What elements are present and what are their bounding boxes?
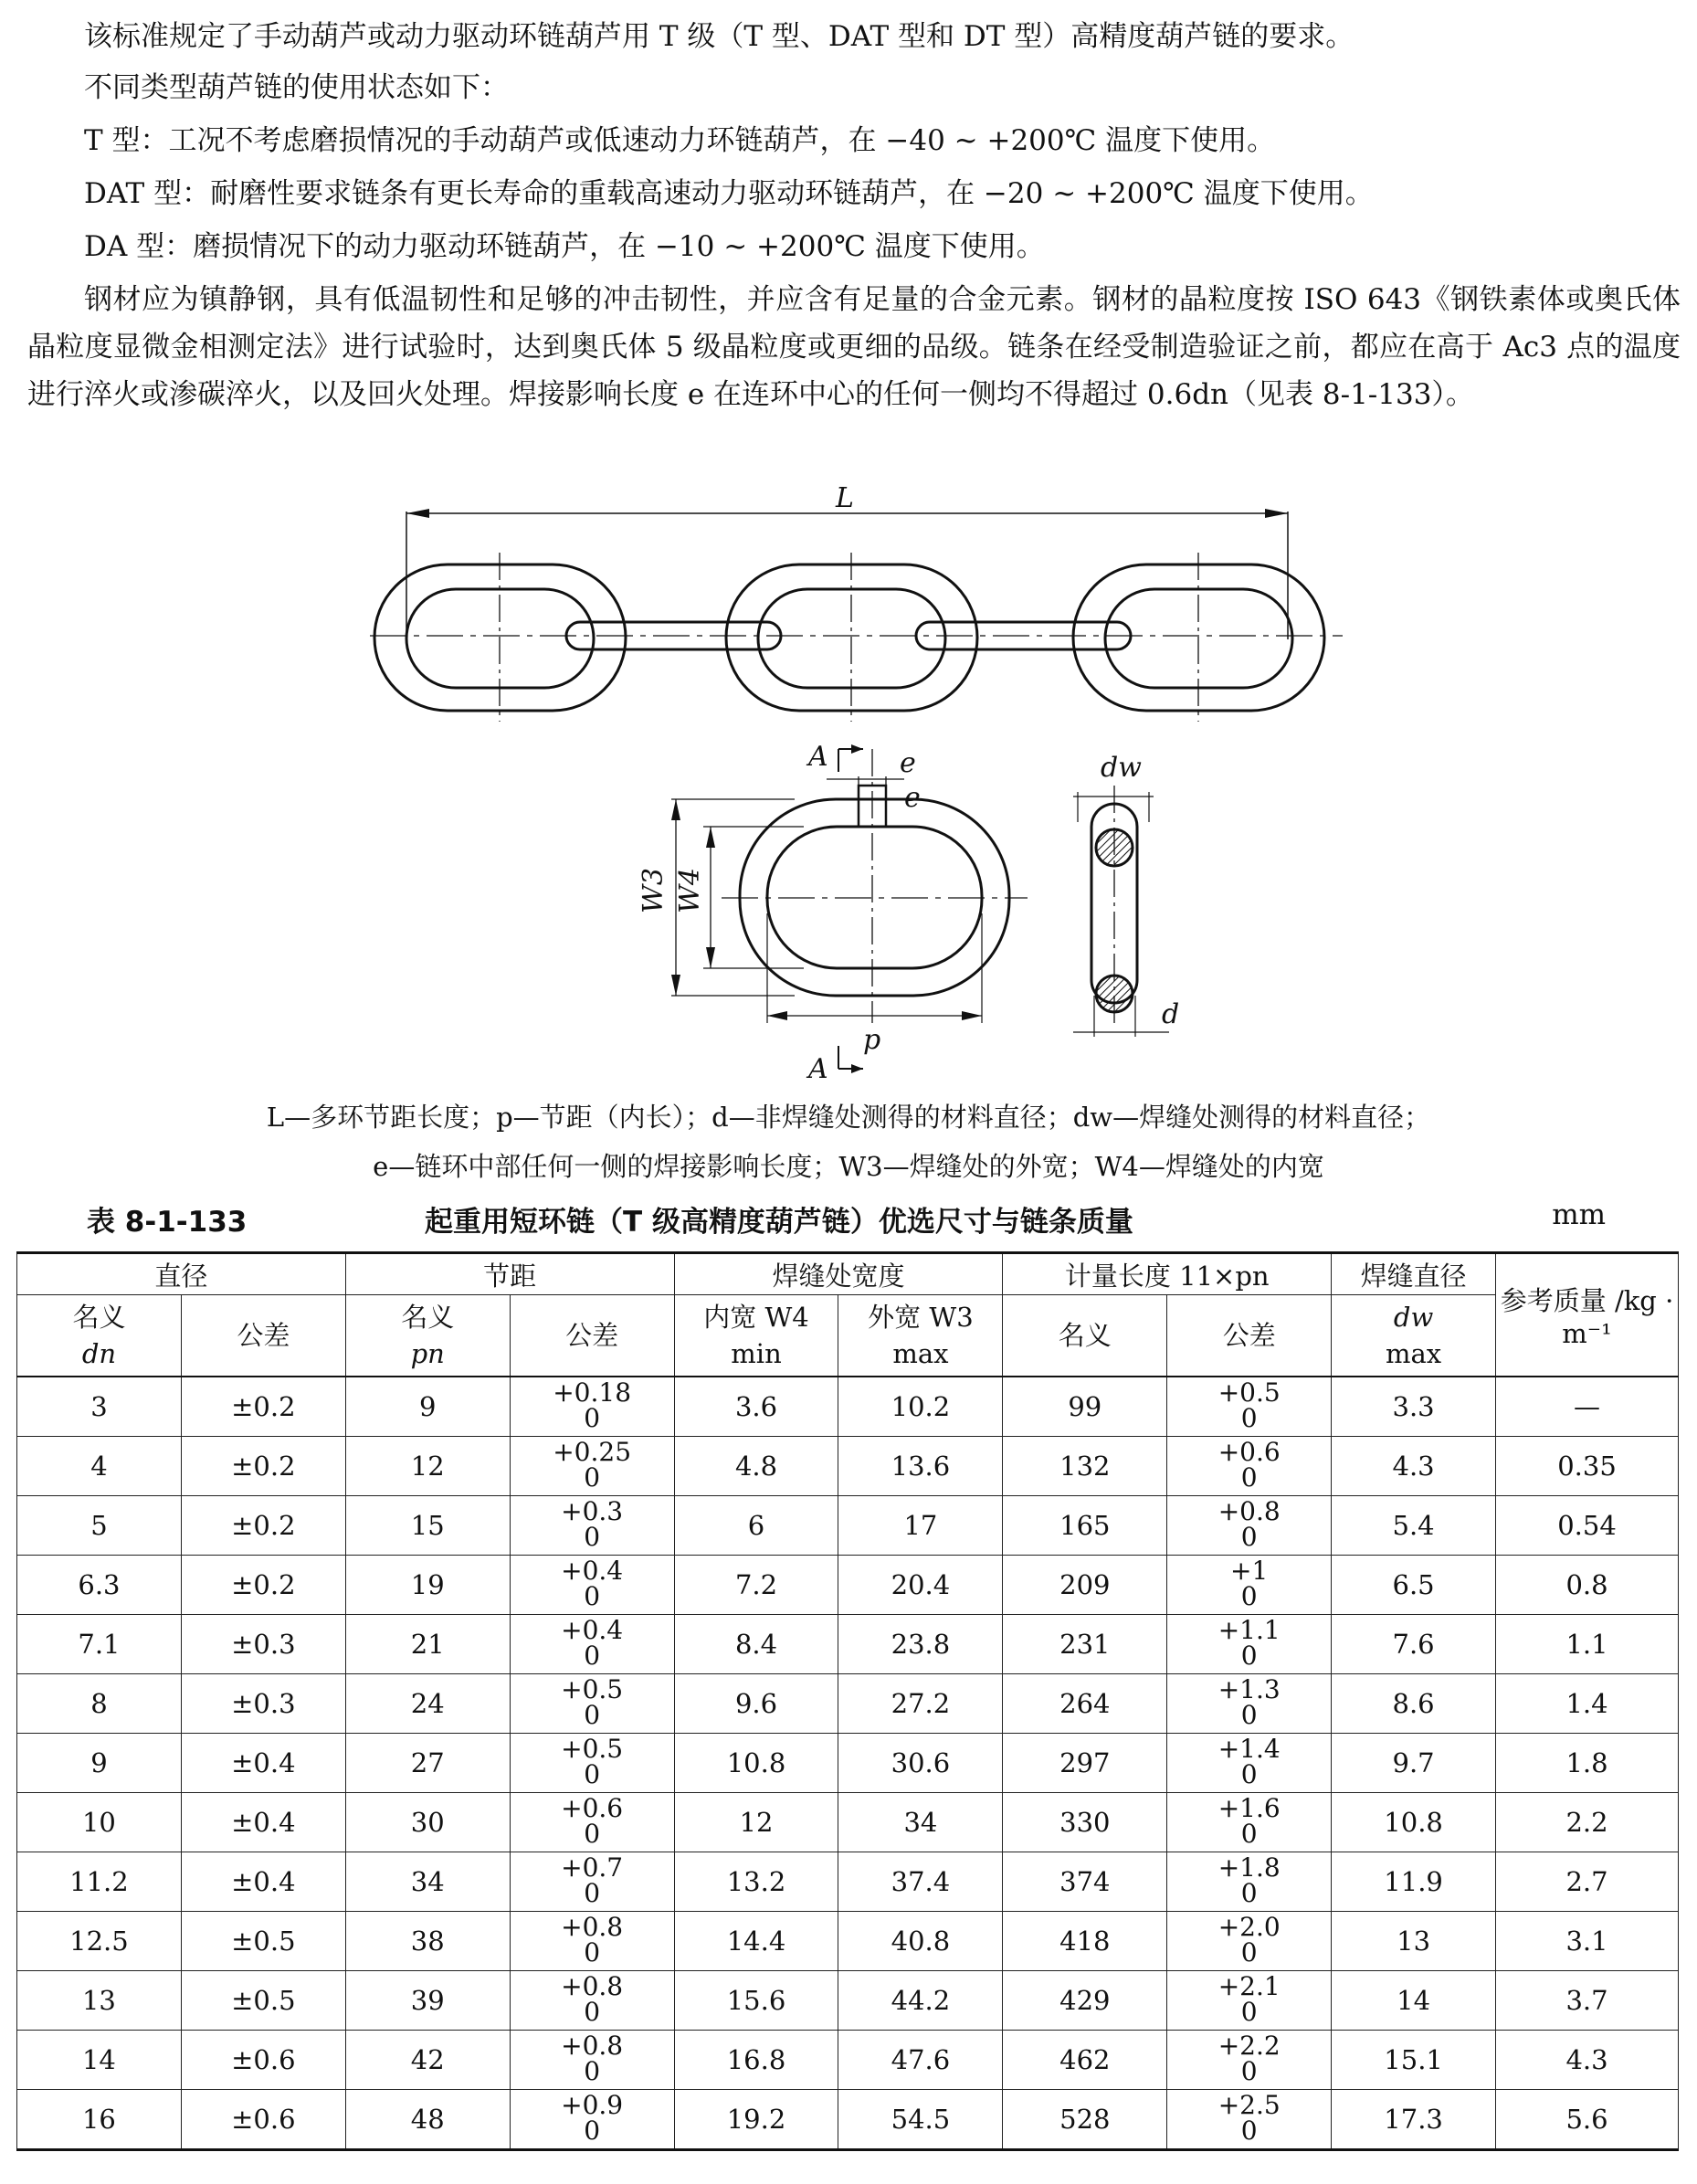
cell-mass: 5.6 xyxy=(1496,2090,1679,2150)
cell-dn: 11.2 xyxy=(17,1852,182,1912)
cell-pn: 21 xyxy=(345,1615,510,1674)
cell-pn: 30 xyxy=(345,1793,510,1852)
cell-pn: 9 xyxy=(345,1377,510,1437)
label-d: d xyxy=(1162,998,1180,1030)
cell-length: 165 xyxy=(1003,1496,1167,1556)
figure-caption-line1: L—多环节距长度；p—节距（内长）；d—非焊缝处测得的材料直径；dw—焊缝处测得的材料直径； xyxy=(266,1102,1431,1133)
table-row xyxy=(17,2090,1679,2150)
header-length-tolerance: 公差 xyxy=(1167,1295,1332,1377)
cell-pn: 42 xyxy=(345,2031,510,2090)
cell-pn: 27 xyxy=(345,1734,510,1793)
cell-d-tolerance: ±0.3 xyxy=(181,1674,345,1734)
cell-p-tolerance: +0.8 0 xyxy=(510,1971,674,2031)
cell-w4: 15.6 xyxy=(674,1971,838,2031)
cell-p-tolerance: +0.9 0 xyxy=(510,2090,674,2150)
header-diameter: 直径 xyxy=(17,1253,346,1295)
header-p-tolerance: 公差 xyxy=(510,1295,674,1377)
table-row xyxy=(17,1912,1679,1971)
label-W4: W4 xyxy=(674,868,706,913)
paragraph-type-da: DA 型：磨损情况下的动力驱动环链葫芦，在 −10 ~ +200℃ 温度下使用。 xyxy=(84,230,1045,263)
table-row xyxy=(17,1556,1679,1615)
cell-length: 297 xyxy=(1003,1734,1167,1793)
cell-pn: 34 xyxy=(345,1852,510,1912)
figure-caption-line2: e—链环中部任何一侧的焊接影响长度；W3—焊缝处的外宽；W4—焊缝处的内宽 xyxy=(373,1151,1324,1182)
header-pn: 名义 pn xyxy=(345,1295,510,1377)
cell-dw: 17.3 xyxy=(1332,2090,1496,2150)
cell-d-tolerance: ±0.5 xyxy=(181,1912,345,1971)
cell-length-tolerance: +1.3 0 xyxy=(1167,1674,1332,1734)
table-row xyxy=(17,1971,1679,2031)
paragraph-steel-requirements: 钢材应为镇静钢，具有低温韧性和足够的冲击韧性，并应含有足量的合金元素。钢材的晶粒度按 ISO 643《钢铁素体或奥氏体晶粒度显微金相测定法》进行试验时，达到奥氏体 5 级晶粒度或更细的品级。链条在经受制造验证之前，都应在高于 Ac3 点的温度进行淬火或渗碳淬火，以及回火处理。焊接影响长度 e 在连环中心的任何一侧均不得超过 0.6dn（见表 8-1-133）。 xyxy=(27,283,1681,411)
cell-w4: 19.2 xyxy=(674,2090,838,2150)
label-e-2: e xyxy=(904,782,921,814)
cell-w3: 17 xyxy=(838,1496,1003,1556)
cell-dn: 5 xyxy=(17,1496,182,1556)
cell-length-tolerance: +1.8 0 xyxy=(1167,1852,1332,1912)
table-row xyxy=(17,1674,1679,1734)
cell-p-tolerance: +0.18 0 xyxy=(510,1377,674,1437)
cell-d-tolerance: ±0.2 xyxy=(181,1377,345,1437)
cell-length-tolerance: +1.1 0 xyxy=(1167,1615,1332,1674)
cell-dw: 9.7 xyxy=(1332,1734,1496,1793)
table-row xyxy=(17,1734,1679,1793)
cell-length: 132 xyxy=(1003,1437,1167,1496)
label-W3: W3 xyxy=(638,868,669,913)
cell-mass: 4.3 xyxy=(1496,2031,1679,2090)
cell-mass: 0.35 xyxy=(1496,1437,1679,1496)
cell-dw: 3.3 xyxy=(1332,1377,1496,1437)
table-title: 起重用短环链（T 级高精度葫芦链）优选尺寸与链条质量 xyxy=(425,1206,1133,1239)
cell-length-tolerance: +0.5 0 xyxy=(1167,1377,1332,1437)
paragraph-types-intro: 不同类型葫芦链的使用状态如下： xyxy=(84,71,509,104)
cell-w3: 37.4 xyxy=(838,1852,1003,1912)
cell-dn: 6.3 xyxy=(17,1556,182,1615)
cell-mass: 2.7 xyxy=(1496,1852,1679,1912)
cell-w4: 7.2 xyxy=(674,1556,838,1615)
cell-p-tolerance: +0.8 0 xyxy=(510,1912,674,1971)
cell-w4: 4.8 xyxy=(674,1437,838,1496)
header-length-nominal: 名义 xyxy=(1003,1295,1167,1377)
cell-d-tolerance: ±0.2 xyxy=(181,1437,345,1496)
label-A-top: A xyxy=(808,741,828,773)
cell-dn: 3 xyxy=(17,1377,182,1437)
cell-d-tolerance: ±0.2 xyxy=(181,1496,345,1556)
cell-p-tolerance: +0.4 0 xyxy=(510,1615,674,1674)
cell-length-tolerance: +1.6 0 xyxy=(1167,1793,1332,1852)
cell-dw: 5.4 xyxy=(1332,1496,1496,1556)
cell-p-tolerance: +0.3 0 xyxy=(510,1496,674,1556)
cell-mass: 3.1 xyxy=(1496,1912,1679,1971)
cell-dn: 4 xyxy=(17,1437,182,1496)
cell-pn: 38 xyxy=(345,1912,510,1971)
cell-d-tolerance: ±0.2 xyxy=(181,1556,345,1615)
chain-diagram xyxy=(0,475,1697,1078)
header-dn: 名义 dn xyxy=(17,1295,182,1377)
cell-dn: 9 xyxy=(17,1734,182,1793)
cell-d-tolerance: ±0.5 xyxy=(181,1971,345,2031)
cell-length-tolerance: +2.2 0 xyxy=(1167,2031,1332,2090)
header-mass: 参考质量 /kg · m⁻¹ xyxy=(1496,1253,1679,1377)
cell-length: 462 xyxy=(1003,2031,1167,2090)
paragraph-scope: 该标准规定了手动葫芦或动力驱动环链葫芦用 T 级（T 型、DAT 型和 DT 型）高精度葫芦链的要求。 xyxy=(84,20,1354,53)
header-dw: dw max xyxy=(1332,1295,1496,1377)
cell-length: 418 xyxy=(1003,1912,1167,1971)
cell-dw: 6.5 xyxy=(1332,1556,1496,1615)
cell-dw: 13 xyxy=(1332,1912,1496,1971)
cell-mass: 0.8 xyxy=(1496,1556,1679,1615)
cell-length-tolerance: +1 0 xyxy=(1167,1556,1332,1615)
cell-pn: 19 xyxy=(345,1556,510,1615)
cell-length-tolerance: +0.6 0 xyxy=(1167,1437,1332,1496)
paragraph-type-t: T 型：工况不考虑磨损情况的手动葫芦或低速动力环链葫芦，在 −40 ~ +200℃ 温度下使用。 xyxy=(84,124,1276,157)
cell-w4: 3.6 xyxy=(674,1377,838,1437)
cell-length: 231 xyxy=(1003,1615,1167,1674)
cell-w3: 23.8 xyxy=(838,1615,1003,1674)
cell-dw: 4.3 xyxy=(1332,1437,1496,1496)
cell-length: 330 xyxy=(1003,1793,1167,1852)
cell-d-tolerance: ±0.4 xyxy=(181,1734,345,1793)
cell-w3: 30.6 xyxy=(838,1734,1003,1793)
header-w3: 外宽 W3 max xyxy=(838,1295,1003,1377)
label-dw: dw xyxy=(1101,752,1142,784)
cell-p-tolerance: +0.6 0 xyxy=(510,1793,674,1852)
cell-length: 264 xyxy=(1003,1674,1167,1734)
cell-dn: 12.5 xyxy=(17,1912,182,1971)
cell-length: 209 xyxy=(1003,1556,1167,1615)
header-pitch: 节距 xyxy=(345,1253,674,1295)
cell-mass: — xyxy=(1496,1377,1679,1437)
cell-length: 99 xyxy=(1003,1377,1167,1437)
cell-length-tolerance: +2.1 0 xyxy=(1167,1971,1332,2031)
table-row xyxy=(17,1615,1679,1674)
cell-w4: 10.8 xyxy=(674,1734,838,1793)
table-row xyxy=(17,1377,1679,1437)
cell-mass: 1.4 xyxy=(1496,1674,1679,1734)
cell-dw: 10.8 xyxy=(1332,1793,1496,1852)
cell-p-tolerance: +0.25 0 xyxy=(510,1437,674,1496)
cell-w4: 8.4 xyxy=(674,1615,838,1674)
cell-p-tolerance: +0.5 0 xyxy=(510,1734,674,1793)
cell-mass: 1.8 xyxy=(1496,1734,1679,1793)
label-L: L xyxy=(836,482,854,514)
cell-w3: 13.6 xyxy=(838,1437,1003,1496)
cell-mass: 2.2 xyxy=(1496,1793,1679,1852)
cell-pn: 12 xyxy=(345,1437,510,1496)
cell-pn: 15 xyxy=(345,1496,510,1556)
cell-dw: 7.6 xyxy=(1332,1615,1496,1674)
cell-mass: 1.1 xyxy=(1496,1615,1679,1674)
cell-dw: 11.9 xyxy=(1332,1852,1496,1912)
header-gauge-length: 计量长度 11×pn xyxy=(1003,1253,1332,1295)
cell-w4: 13.2 xyxy=(674,1852,838,1912)
table-row xyxy=(17,1437,1679,1496)
paragraph-type-dat: DAT 型：耐磨性要求链条有更长寿命的重载高速动力驱动环链葫芦，在 −20 ~ +200℃ 温度下使用。 xyxy=(84,177,1374,210)
cell-d-tolerance: ±0.4 xyxy=(181,1793,345,1852)
header-w4: 内宽 W4 min xyxy=(674,1295,838,1377)
cell-length: 374 xyxy=(1003,1852,1167,1912)
cell-d-tolerance: ±0.4 xyxy=(181,1852,345,1912)
cell-dn: 8 xyxy=(17,1674,182,1734)
table-title-bar xyxy=(0,1198,1697,1244)
cell-w4: 12 xyxy=(674,1793,838,1852)
cell-length: 528 xyxy=(1003,2090,1167,2150)
cell-length-tolerance: +0.8 0 xyxy=(1167,1496,1332,1556)
chain-spec-table xyxy=(16,1251,1679,2151)
cell-p-tolerance: +0.7 0 xyxy=(510,1852,674,1912)
cell-w3: 40.8 xyxy=(838,1912,1003,1971)
cell-p-tolerance: +0.4 0 xyxy=(510,1556,674,1615)
cell-mass: 3.7 xyxy=(1496,1971,1679,2031)
cell-length-tolerance: +2.5 0 xyxy=(1167,2090,1332,2150)
table-body xyxy=(17,1377,1679,2150)
cell-w3: 27.2 xyxy=(838,1674,1003,1734)
cell-w4: 14.4 xyxy=(674,1912,838,1971)
table-row xyxy=(17,2031,1679,2090)
label-p: p xyxy=(863,1024,881,1056)
table-row xyxy=(17,1852,1679,1912)
table-row xyxy=(17,1496,1679,1556)
cell-dn: 10 xyxy=(17,1793,182,1852)
cell-length-tolerance: +2.0 0 xyxy=(1167,1912,1332,1971)
header-d-tolerance: 公差 xyxy=(181,1295,345,1377)
cell-d-tolerance: ±0.6 xyxy=(181,2031,345,2090)
cell-dw: 15.1 xyxy=(1332,2031,1496,2090)
cell-dn: 14 xyxy=(17,2031,182,2090)
cell-dw: 8.6 xyxy=(1332,1674,1496,1734)
label-A-bottom: A xyxy=(808,1053,828,1078)
cell-d-tolerance: ±0.6 xyxy=(181,2090,345,2150)
cell-d-tolerance: ±0.3 xyxy=(181,1615,345,1674)
label-e-1: e xyxy=(900,747,916,779)
cell-pn: 39 xyxy=(345,1971,510,2031)
table-unit: mm xyxy=(1552,1198,1606,1231)
cell-length: 429 xyxy=(1003,1971,1167,2031)
table-row xyxy=(17,1793,1679,1852)
cell-pn: 48 xyxy=(345,2090,510,2150)
cell-length-tolerance: +1.4 0 xyxy=(1167,1734,1332,1793)
cell-w3: 20.4 xyxy=(838,1556,1003,1615)
cell-w3: 44.2 xyxy=(838,1971,1003,2031)
cell-w4: 6 xyxy=(674,1496,838,1556)
cell-pn: 24 xyxy=(345,1674,510,1734)
cell-dn: 13 xyxy=(17,1971,182,2031)
cell-p-tolerance: +0.8 0 xyxy=(510,2031,674,2090)
table-number: 表 8-1-133 xyxy=(87,1206,248,1239)
cell-w3: 34 xyxy=(838,1793,1003,1852)
cell-w4: 9.6 xyxy=(674,1674,838,1734)
cell-dw: 14 xyxy=(1332,1971,1496,2031)
cell-dn: 16 xyxy=(17,2090,182,2150)
cell-w3: 10.2 xyxy=(838,1377,1003,1437)
cell-mass: 0.54 xyxy=(1496,1496,1679,1556)
cell-w3: 54.5 xyxy=(838,2090,1003,2150)
cell-dn: 7.1 xyxy=(17,1615,182,1674)
cell-p-tolerance: +0.5 0 xyxy=(510,1674,674,1734)
cell-w3: 47.6 xyxy=(838,2031,1003,2090)
header-weld-diameter: 焊缝直径 xyxy=(1332,1253,1496,1295)
cell-w4: 16.8 xyxy=(674,2031,838,2090)
header-weld-width: 焊缝处宽度 xyxy=(674,1253,1003,1295)
